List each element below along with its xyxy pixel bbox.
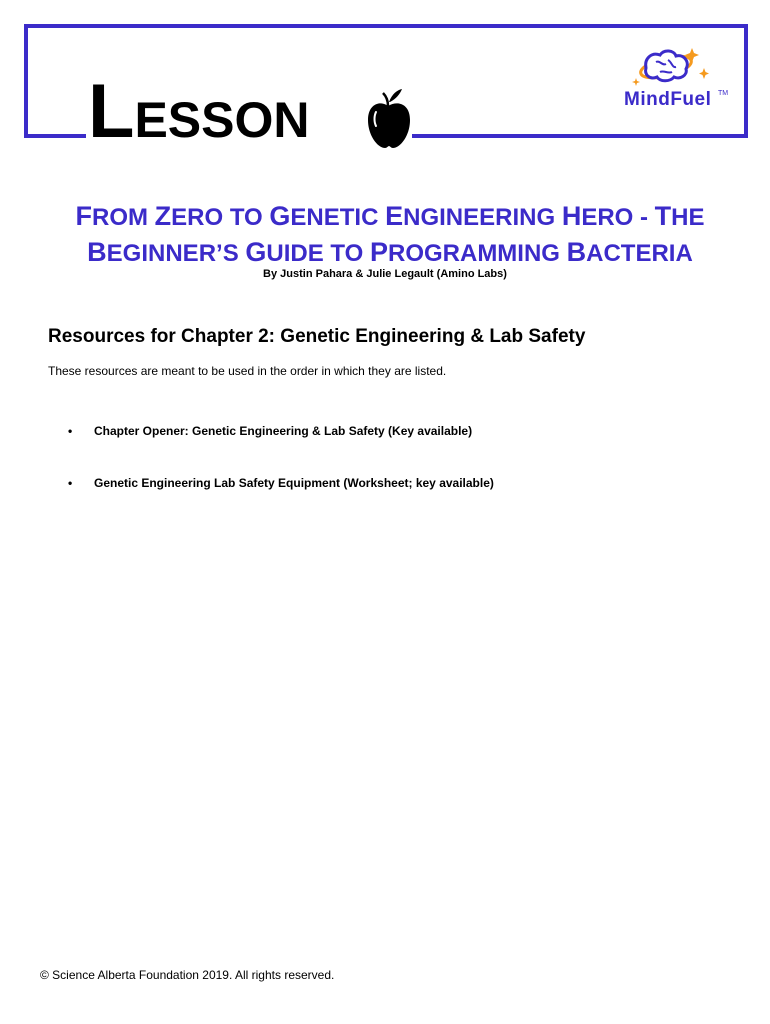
- lesson-heading: [88, 69, 310, 154]
- resource-item-text: Genetic Engineering Lab Safety Equipment (Worksheet; key available): [94, 476, 494, 490]
- title-word-rest: ENETIC: [290, 204, 386, 231]
- title-word-rest: ROGRAMMING: [387, 240, 567, 267]
- title-word-cap: Z: [154, 201, 172, 231]
- title-word-rest: ACTERIA: [586, 240, 693, 267]
- title-line-2: [40, 234, 740, 270]
- frame-bottom-border-left: [24, 134, 86, 138]
- title-word-cap: E: [385, 201, 404, 231]
- frame-bottom-border-right: [412, 134, 748, 138]
- resource-item: [68, 424, 472, 438]
- section-heading: Resources for Chapter 2: Genetic Engineering & Lab Safety: [48, 326, 586, 347]
- lesson-heading-rest: ESSON: [134, 92, 310, 148]
- copyright-footer: © Science Alberta Foundation 2019. All rights reserved.: [40, 968, 335, 982]
- section-intro: These resources are meant to be used in the order in which they are listed.: [48, 364, 447, 378]
- title-word-cap: T: [654, 201, 672, 231]
- title-word-cap: B: [87, 237, 107, 267]
- mindfuel-logo: [616, 42, 734, 124]
- logo-trademark: TM: [718, 90, 729, 97]
- title-word-rest: ERO -: [581, 204, 655, 231]
- apple-icon: [366, 88, 412, 150]
- document-title: [40, 198, 740, 270]
- bullet-icon: •: [68, 476, 73, 490]
- title-word-cap: B: [566, 237, 587, 267]
- title-word-rest: HE: [671, 204, 705, 231]
- title-word-cap: F: [75, 201, 92, 231]
- frame-top-border: [24, 24, 748, 28]
- title-word-rest: UIDE TO: [266, 240, 370, 267]
- lesson-heading-initial: L: [88, 69, 135, 154]
- resource-item: [68, 476, 494, 490]
- title-word-cap: G: [269, 201, 291, 231]
- title-word-rest: NGINEERING: [403, 204, 562, 231]
- title-line-1: [40, 198, 740, 234]
- title-word-rest: EGINNER’S: [106, 240, 246, 267]
- byline: By Justin Pahara & Julie Legault (Amino Labs): [263, 268, 507, 280]
- logo-wordmark: MindFuel: [624, 89, 712, 110]
- title-word-cap: H: [561, 201, 582, 231]
- frame-left-border: [24, 24, 28, 136]
- resource-item-text: Chapter Opener: Genetic Engineering & Lab Safety (Key available): [94, 424, 473, 438]
- frame-right-border: [744, 24, 748, 138]
- title-word-rest: ROM: [91, 204, 155, 231]
- bullet-icon: •: [68, 424, 73, 438]
- title-word-cap: P: [369, 237, 388, 267]
- title-word-cap: G: [245, 237, 267, 267]
- title-word-rest: ERO TO: [171, 204, 270, 231]
